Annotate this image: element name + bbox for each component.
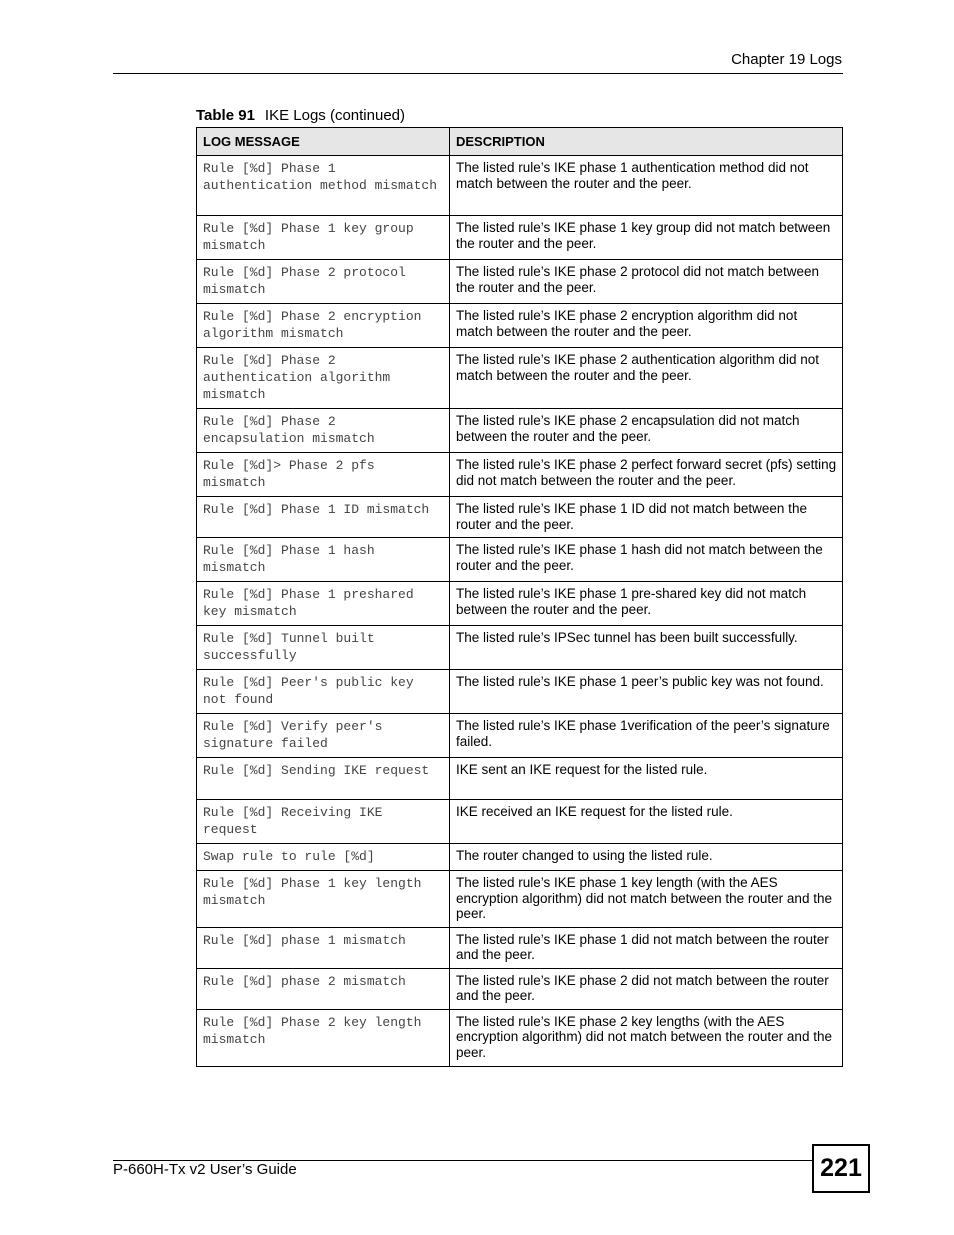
log-message-cell: Rule [%d] Receiving IKE request [197,800,450,844]
log-message-cell: Rule [%d] Tunnel built successfully [197,626,450,670]
description-cell: The listed rule’s IKE phase 1 peer’s public key was not found. [450,670,843,714]
table-row [197,626,843,670]
description-cell: The listed rule’s IKE phase 2 authentication algorithm did not match between the router and the peer. [450,348,843,409]
table-row [197,582,843,626]
guide-title: P-660H-Tx v2 User’s Guide [113,1161,297,1178]
table-row [197,844,843,871]
log-message-cell: Rule [%d] Phase 2 protocol mismatch [197,260,450,304]
table-number: Table 91 [196,107,255,124]
log-message-cell: Rule [%d] Phase 1 preshared key mismatch [197,582,450,626]
log-message-cell: Rule [%d] Sending IKE request [197,758,450,800]
log-message-cell: Rule [%d] Phase 2 encapsulation mismatch [197,409,450,453]
log-message-cell: Rule [%d] Phase 2 key length mismatch [197,1009,450,1066]
description-cell: The listed rule’s IKE phase 1 ID did not match between the router and the peer. [450,497,843,538]
description-cell: The listed rule’s IKE phase 1 key group did not match between the router and the peer. [450,216,843,260]
table-caption [196,107,405,124]
description-cell: The listed rule’s IKE phase 1 authentication method did not match between the router and the peer. [450,156,843,216]
table-row [197,538,843,582]
log-message-cell: Rule [%d] Phase 1 key length mismatch [197,871,450,928]
log-message-cell: Rule [%d] phase 2 mismatch [197,968,450,1009]
table-row [197,968,843,1009]
table-row [197,670,843,714]
table-row [197,304,843,348]
table-row [197,927,843,968]
table-title: IKE Logs (continued) [264,107,406,124]
table-row [197,871,843,928]
description-cell: The listed rule’s IKE phase 1 did not match between the router and the peer. [450,927,843,968]
column-header-log-message: LOG MESSAGE [197,128,450,156]
description-cell: The listed rule’s IKE phase 2 perfect forward secret (pfs) setting did not match between the router and the peer. [450,453,843,497]
column-header-description: DESCRIPTION [450,128,843,156]
table-row [197,800,843,844]
table-row [197,260,843,304]
table-row [197,216,843,260]
description-cell: The listed rule’s IKE phase 2 did not match between the router and the peer. [450,968,843,1009]
log-message-cell: Rule [%d] Phase 1 ID mismatch [197,497,450,538]
description-cell: The listed rule’s IKE phase 2 encapsulation did not match between the router and the peer. [450,409,843,453]
table-row [197,758,843,800]
table-row [197,497,843,538]
table-row [197,714,843,758]
description-cell: IKE sent an IKE request for the listed rule. [450,758,843,800]
description-cell: The listed rule’s IKE phase 2 key lengths (with the AES encryption algorithm) did not match between the router and the peer. [450,1009,843,1066]
log-message-cell: Rule [%d] Phase 1 authentication method mismatch [197,156,450,216]
description-cell: The listed rule’s IKE phase 1 key length (with the AES encryption algorithm) did not match between the router and the peer. [450,871,843,928]
log-message-cell: Swap rule to rule [%d] [197,844,450,871]
chapter-title: Chapter 19 Logs [731,51,842,68]
description-cell: IKE received an IKE request for the listed rule. [450,800,843,844]
log-message-cell: Rule [%d] Phase 2 encryption algorithm mismatch [197,304,450,348]
log-message-cell: Rule [%d]> Phase 2 pfs mismatch [197,453,450,497]
log-message-cell: Rule [%d] Peer's public key not found [197,670,450,714]
table-row [197,156,843,216]
description-cell: The listed rule’s IKE phase 2 encryption algorithm did not match between the router and the peer. [450,304,843,348]
log-message-cell: Rule [%d] Phase 1 hash mismatch [197,538,450,582]
log-message-cell: Rule [%d] phase 1 mismatch [197,927,450,968]
page-number: 221 [812,1144,870,1193]
table-row [197,348,843,409]
table-header-row [197,128,843,156]
log-message-cell: Rule [%d] Phase 1 key group mismatch [197,216,450,260]
table-row [197,453,843,497]
description-cell: The listed rule’s IPSec tunnel has been built successfully. [450,626,843,670]
log-message-cell: Rule [%d] Verify peer's signature failed [197,714,450,758]
table-row [197,409,843,453]
description-cell: The listed rule’s IKE phase 1verification of the peer’s signature failed. [450,714,843,758]
log-message-cell: Rule [%d] Phase 2 authentication algorithm mismatch [197,348,450,409]
description-cell: The listed rule’s IKE phase 1 pre-shared key did not match between the router and the peer. [450,582,843,626]
header-divider [113,73,843,74]
table-row [197,1009,843,1066]
description-cell: The listed rule’s IKE phase 1 hash did not match between the router and the peer. [450,538,843,582]
description-cell: The router changed to using the listed rule. [450,844,843,871]
description-cell: The listed rule’s IKE phase 2 protocol did not match between the router and the peer. [450,260,843,304]
ike-logs-table [196,127,843,1067]
